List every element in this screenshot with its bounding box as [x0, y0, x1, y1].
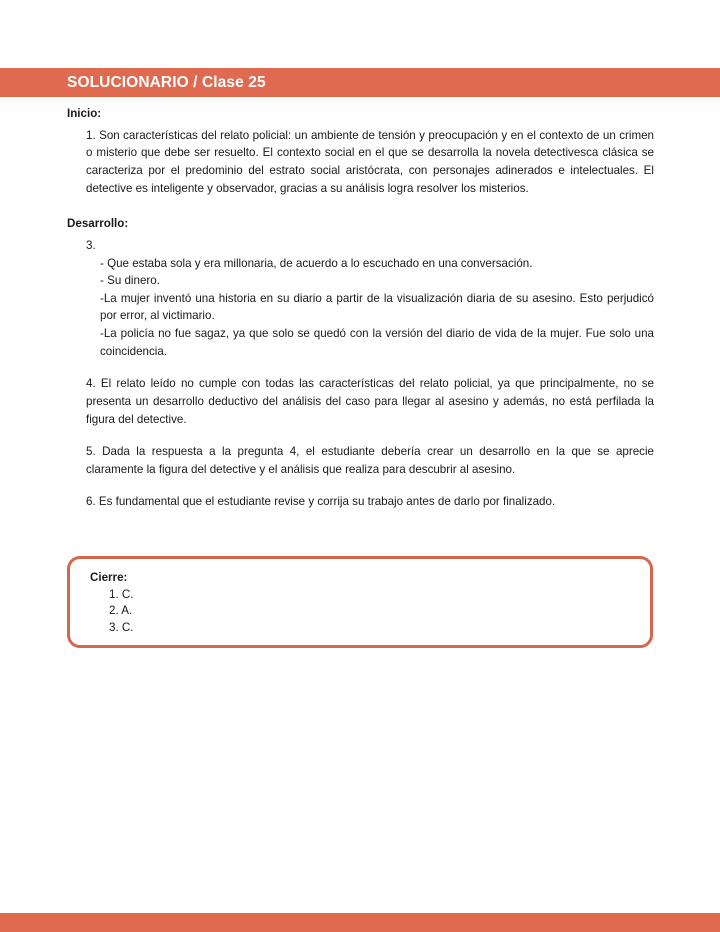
section-heading-cierre: Cierre: [90, 571, 128, 584]
list-item: 1. C. [109, 587, 134, 601]
list-item: 3. C. [109, 620, 134, 634]
cierre-answer-box [67, 556, 653, 648]
list-item: -La policía no fue sagaz, ya que solo se quedó con la versión del diario de vida de la mujer. Fue solo una coincidencia. [100, 327, 654, 358]
spacer [67, 478, 654, 493]
list-item: 2. A. [109, 604, 133, 618]
document-body [67, 106, 654, 511]
cierre-answer-list [90, 587, 650, 636]
desarrollo-bullet-list [67, 255, 654, 361]
desarrollo-paragraph-4: 4. El relato leído no cumple con todas las características del relato policial, ya que principalmente, no se presenta un desarrollo deductivo del análisis del caso para llegar al asesino y además, no está perfilada la figura del detective. [86, 377, 654, 426]
page-title: SOLUCIONARIO / Clase 25 [67, 73, 266, 91]
list-item: - Su dinero. [100, 274, 160, 288]
header-accent-bar [0, 68, 720, 97]
section-desarrollo [67, 216, 654, 511]
list-item: -La mujer inventó una historia en su diario a partir de la visualización diaria de su asesino. Esto perjudicó por error, al victimario. [100, 291, 654, 323]
inicio-paragraph-1: 1. Son características del relato policial: un ambiente de tensión y preocupación y en el contexto de un crimen o misterio que debe ser resuelto. El contexto social en el que se desarrolla la novela detectivesca clásica se caracteriza por el predominio del estrato social aristócrata, con personajes adinerados e intelectuales. El detective es inteligente y observador, gracias a su análisis logra resolver los misterios. [86, 128, 654, 195]
desarrollo-paragraph-5: 5. Dada la respuesta a la pregunta 4, el estudiante debería crear un desarrollo en la que se aprecie claramente la figura del detective y el análisis que realiza para descubrir al asesino. [86, 445, 654, 476]
section-heading-desarrollo: Desarrollo: [67, 217, 129, 231]
spacer [67, 197, 654, 216]
cierre-box-content [70, 559, 650, 636]
section-inicio [67, 106, 654, 197]
section-heading-inicio: Inicio: [67, 107, 102, 120]
desarrollo-item-number: 3. [86, 239, 96, 253]
list-item: - Que estaba sola y era millonaria, de acuerdo a lo escuchado en una conversación. [100, 256, 533, 270]
spacer [67, 428, 654, 443]
spacer [67, 360, 654, 375]
desarrollo-paragraph-6: 6. Es fundamental que el estudiante revise y corrija su trabajo antes de darlo por finalizado. [86, 495, 556, 509]
footer-accent-bar [0, 913, 720, 932]
